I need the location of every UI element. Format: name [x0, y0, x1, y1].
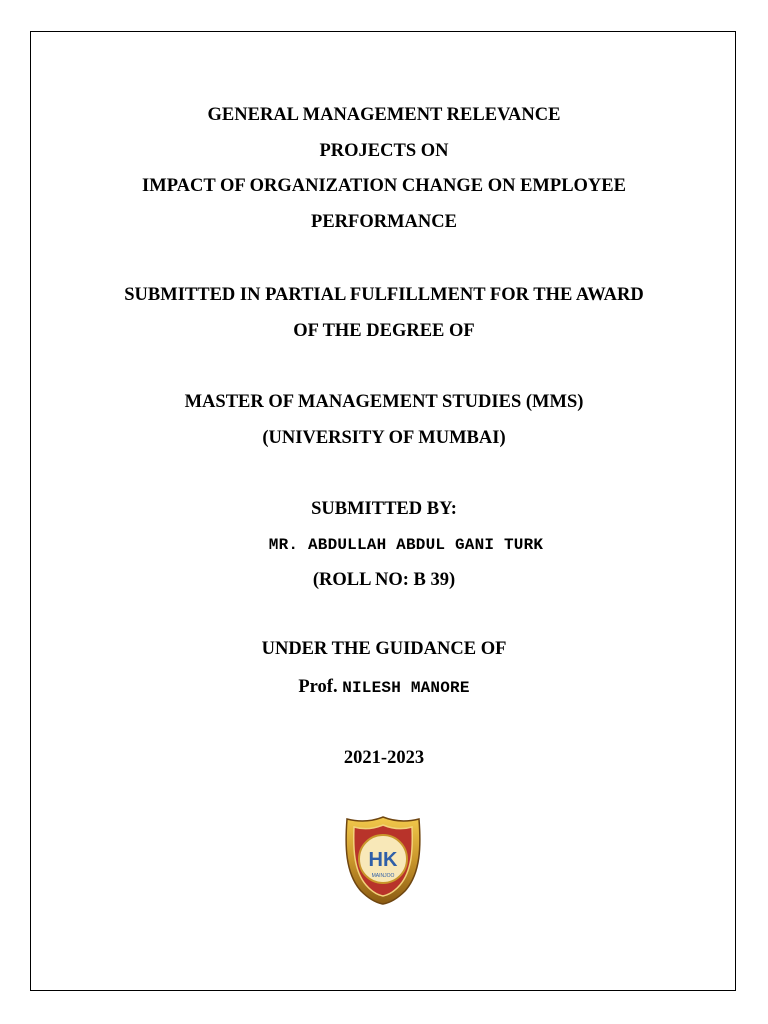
degree-name: MASTER OF MANAGEMENT STUDIES (MMS)	[184, 392, 584, 412]
submission-line-2: OF THE DEGREE OF	[293, 321, 475, 341]
logo-subtext: MAINJOO	[371, 873, 395, 879]
institute-logo	[343, 815, 423, 905]
university-name: (UNIVERSITY OF MUMBAI)	[262, 428, 506, 448]
roll-number: (ROLL NO: B 39)	[312, 570, 456, 590]
guidance-label: UNDER THE GUIDANCE OF	[261, 639, 507, 659]
guide-line	[0, 676, 768, 699]
student-name: MR. ABDULLAH ABDUL GANI TURK	[268, 536, 544, 554]
title-line-2: PROJECTS ON	[319, 141, 449, 161]
title-line-4: PERFORMANCE	[311, 212, 457, 232]
submitted-by-label: SUBMITTED BY:	[311, 499, 457, 519]
logo-text: HK	[368, 849, 398, 871]
submission-line-1: SUBMITTED IN PARTIAL FULFILLMENT FOR THE AWARD	[124, 285, 644, 305]
guide-prefix: Prof.	[298, 677, 338, 697]
academic-years: 2021-2023	[343, 748, 425, 768]
guide-name: NILESH MANORE	[342, 679, 470, 697]
title-line-3: IMPACT OF ORGANIZATION CHANGE ON EMPLOYEE	[142, 176, 626, 196]
title-line-1: GENERAL MANAGEMENT RELEVANCE	[207, 105, 561, 125]
